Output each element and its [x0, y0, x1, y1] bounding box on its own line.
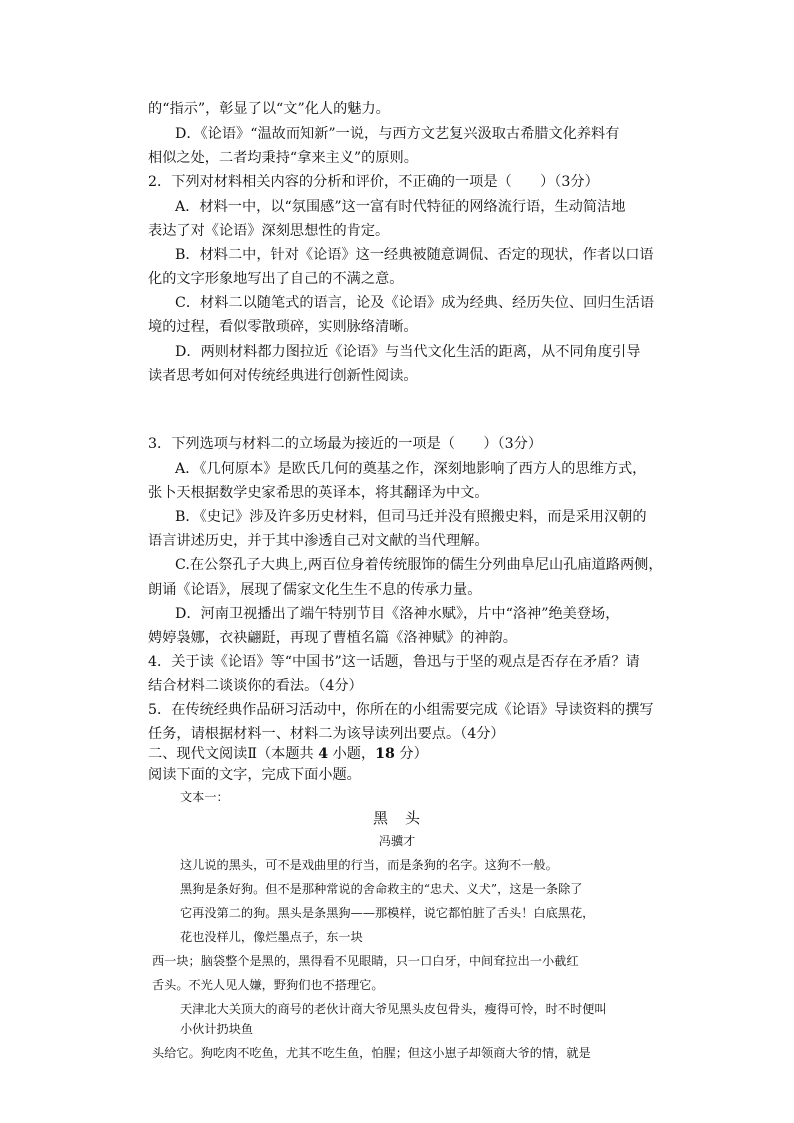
q4-line2: 结合材料二谈谈你的看法。（4分） — [148, 678, 363, 694]
story-paragraph-3-line3: 头给它。狗吃肉不吃鱼，尤其不吃生鱼，怕腥；但这小崽子却领商大爷的情，就是 — [152, 1046, 591, 1060]
q1-option-d-line1: D．《论语》“温故而知新”一说，与西方文艺复兴汲取古希腊文化养料有 — [175, 126, 620, 142]
section2-heading — [148, 744, 428, 764]
q2-option-a-line2: 表达了对《论语》深刻思想性的肯定。 — [148, 223, 390, 239]
story-paragraph-1: 这儿说的黑头，可不是戏曲里的行当，而是条狗的名字。这狗不一般。 — [180, 858, 558, 872]
story-title: 黑 头 — [372, 809, 421, 827]
q4-line1: 4．关于读《论语》等“中国书”这一话题，鲁迅与于坚的观点是否存在矛盾？请 — [148, 654, 640, 670]
story-paragraph-3-line1: 天津北大关顶大的商号的老伙计商大爷见黑头皮包骨头，瘦得可怜，时不时便叫 — [180, 1002, 607, 1016]
q2-option-c-line2: 境的过程，看似零散琐碎，实则脉络清晰。 — [148, 319, 418, 335]
q3-option-b-line1: B．《史记》涉及许多历史材料，但司马迁并没有照搬史料，而是采用汉朝的 — [175, 509, 647, 525]
q2-option-b-line1: B．材料二中，针对《论语》这一经典被随意调侃、否定的现状，作者以口语 — [175, 247, 654, 263]
q5-line2: 任务，请根据材料一、材料二为该导读列出要点。（4分） — [148, 726, 505, 742]
story-paragraph-3-line2: 小伙计扔块鱼 — [180, 1022, 254, 1036]
q2-option-d-line1: D．两则材料都力图拉近《论语》与当代文化生活的距离，从不同角度引导 — [175, 344, 641, 360]
story-paragraph-2-line2: 它再没第二的狗。黑头是条黑狗——那模样，说它都怕脏了舌头！白底黑花， — [180, 906, 595, 920]
section2-heading-prefix: 二、现代文阅读Ⅱ（本题共 — [148, 746, 319, 762]
q3-option-c-line2: 朗诵《论语》，展现了儒家文化生生不息的传承力量。 — [148, 582, 482, 598]
q3-option-c-line1: C.在公祭孔子大典上,两百位身着传统服饰的儒生分列曲阜尼山孔庙道路两侧， — [175, 557, 663, 573]
q2-option-a-line1: A．材料一中，以“氛围感”这一富有时代特征的网络流行语，生动简洁地 — [175, 199, 626, 215]
q1-option-d-line2: 相似之处，二者均秉持“拿来主义”的原则。 — [148, 150, 418, 166]
story-paragraph-2-line3: 花也没样儿，像烂墨点子，东一块 — [180, 930, 363, 944]
q3-option-b-line2: 语言讲述历史，并于其中渗透自己对文献的当代理解。 — [148, 533, 489, 549]
q3-option-a-line2: 张卜天根据数学史家希思的英译本，将其翻译为中文。 — [148, 485, 489, 501]
section2-heading-count: 4 — [318, 746, 329, 762]
text-one-label: 文本一： — [180, 790, 229, 804]
story-paragraph-2-line5: 舌头。不光人见人嫌，野狗们也不搭理它。 — [152, 978, 384, 992]
story-paragraph-2-line4: 西一块；脑袋整个是黑的，黑得看不见眼睛，只一口白牙，中间耷拉出一小截红 — [152, 954, 579, 968]
q5-line1: 5．在传统经典作品研习活动中，你所在的小组需要完成《论语》导读资料的撰写 — [148, 702, 654, 718]
section2-instruction: 阅读下面的文字，完成下面小题。 — [148, 767, 361, 783]
q3-option-a-line1: A．《几何原本》是欧氏几何的奠基之作，深刻地影响了西方人的思维方式， — [175, 461, 647, 477]
q2-option-d-line2: 读者思考如何对传统经典进行创新性阅读。 — [148, 368, 418, 384]
intro-tail-line: 的“指示”，彰显了以“文”化人的魅力。 — [148, 101, 390, 117]
story-author: 冯骥才 — [378, 834, 416, 848]
section2-heading-score: 18 — [375, 746, 395, 762]
section2-heading-suffix: 分） — [394, 746, 428, 762]
section2-heading-middle: 小题， — [328, 746, 376, 762]
q2-option-b-line2: 化的文字形象地写出了自己的不满之意。 — [148, 271, 404, 287]
q3-stem: 3．下列选项与材料二的立场最为接近的一项是（ ）（3分） — [148, 436, 543, 452]
q3-option-d-line1: D．河南卫视播出了端午特别节目《洛神水赋》，片中“洛神”绝美登场， — [175, 606, 620, 622]
story-paragraph-2-line1: 黑狗是条好狗。但不是那种常说的舍命救主的“忠犬、义犬”，这是一条除了 — [180, 882, 583, 896]
q3-option-d-line2: 娉婷袅娜，衣袂翩跹，再现了曹植名篇《洛神赋》的神韵。 — [148, 630, 517, 646]
q2-option-c-line1: C．材料二以随笔式的语言，论及《论语》成为经典、经历失位、回归生活语 — [175, 295, 655, 311]
q2-stem: 2．下列对材料相关内容的分析和评价，不正确的一项是（ ）（3分） — [148, 174, 599, 190]
